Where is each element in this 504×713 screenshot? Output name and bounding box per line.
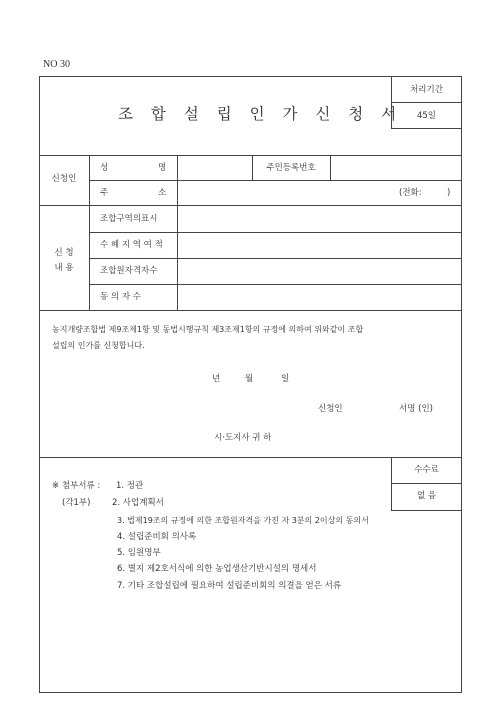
district-field[interactable] (178, 206, 461, 231)
id-number-label: 주민등록번호 (266, 163, 316, 173)
phone-label: (전화: (399, 188, 422, 198)
request-section-label-line1: 신 청 (54, 248, 74, 258)
processing-box-bottom (391, 128, 462, 129)
request-row-label-consenters: 동 의 자 수 (100, 292, 141, 302)
phone-close-paren: ) (447, 188, 451, 198)
processing-box-divider (391, 102, 462, 103)
applicant-section-label: 신청인 (51, 174, 77, 184)
request-row-label-benefit-area: 수 혜 지 역 여 적 (100, 240, 163, 250)
form-title: 조 합 설 립 인 가 신 청 서 (118, 105, 403, 123)
request-row-label-eligible-members: 조합원자격자수 (100, 266, 158, 276)
processing-period-value: 45일 (416, 111, 437, 121)
signature-sign-label: 서명 (인) (399, 404, 433, 414)
attachment-item: 4. 설립준비회 의사록 (117, 532, 197, 542)
recipient-line: 시·도지사 귀 하 (214, 433, 272, 443)
statement-line-2: 설립의 인가를 신청합니다. (52, 341, 145, 350)
statement-line-1: 농지개량조합법 제9조제1항 및 동법시행규칙 제3조제1항의 규정에 의하여 위와같이 조합 (52, 325, 364, 334)
statement-bottom (39, 457, 462, 458)
attachments-copies: (각1부) (62, 498, 91, 508)
attachment-item: 5. 임원명부 (117, 548, 161, 558)
name-label-char-2: 명 (158, 163, 167, 173)
attachment-item: 7. 기타 조합설립에 필요하여 설립준비회의 의결을 얻은 서류 (117, 581, 342, 591)
request-section-label-line2: 내 용 (54, 263, 74, 273)
date-year-label: 년 (212, 374, 221, 384)
attachment-item: 1. 정관 (116, 481, 144, 491)
name-field[interactable] (178, 156, 252, 179)
request-row-label-district: 조합구역의표시 (100, 214, 158, 224)
benefit-area-field[interactable] (178, 233, 461, 257)
signature-applicant-label: 신청인 (318, 404, 343, 414)
fee-box-bottom (391, 510, 462, 511)
fee-label: 수수료 (414, 465, 439, 475)
consenters-field[interactable] (178, 285, 461, 309)
attachment-item: 6. 별지 제2호서식에 의한 농업생산기반시설의 명세서 (117, 564, 317, 574)
id-number-field[interactable] (331, 156, 461, 179)
fee-value: 없 음 (416, 491, 437, 501)
document-number: NO 30 (43, 59, 70, 70)
request-section-bottom (39, 310, 462, 311)
fee-box-divider (391, 483, 462, 484)
address-field[interactable] (178, 181, 396, 204)
name-label-char-1: 성 (100, 163, 109, 173)
address-label-char-1: 주 (100, 188, 109, 198)
attachment-item: 2. 사업계획서 (112, 498, 164, 508)
processing-period-label: 처리기간 (410, 85, 443, 95)
attachment-item: 3. 법제19조의 규정에 의한 조합원자격을 가진 자 3분의 2이상의 동의서 (117, 516, 369, 525)
eligible-members-field[interactable] (178, 259, 461, 283)
date-day-label: 일 (281, 374, 290, 384)
attachments-label: ※ 첨부서류 : (52, 481, 101, 491)
address-label-char-2: 소 (158, 188, 167, 198)
date-month-label: 월 (245, 374, 254, 384)
